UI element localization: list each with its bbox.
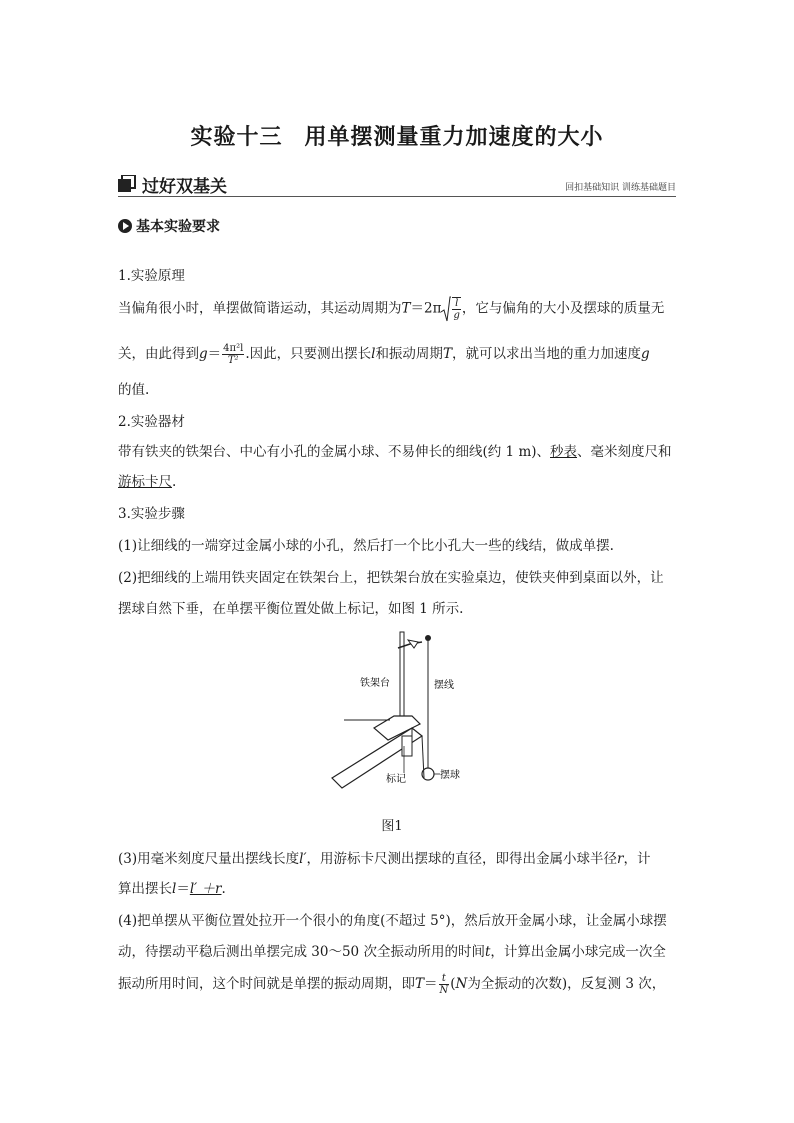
frac-den: T² bbox=[227, 355, 239, 366]
label-stand: 铁架台 bbox=[360, 678, 390, 689]
text: .因此，只要测出摆长 bbox=[245, 346, 372, 362]
var-T: T bbox=[442, 346, 452, 362]
section-subtitle: 回扣基础知识 训练基础题目 bbox=[565, 183, 676, 193]
text: ，它与偏角的大小及摆球的质量无 bbox=[461, 300, 665, 317]
var-l: l bbox=[172, 881, 177, 897]
text: . bbox=[172, 474, 177, 490]
figure-caption: 图1 bbox=[381, 819, 403, 834]
var-l-prime: l′ bbox=[299, 851, 307, 867]
step-4-line-3 bbox=[118, 972, 665, 996]
text: 动，待摆动平稳后测出单摆完成 30～50 次全振动所用的时间 bbox=[118, 944, 485, 960]
step-4-line-1: (4)把单摆从平衡位置处拉开一个很小的角度(不超过 5°)，然后放开金属小球，让金属小球摆 bbox=[118, 913, 667, 929]
section-square-icon bbox=[118, 175, 136, 193]
text: ，计 bbox=[623, 851, 651, 867]
fraction bbox=[439, 973, 450, 996]
frac-den: g bbox=[453, 310, 460, 321]
step-3-line-2 bbox=[118, 877, 226, 897]
frac-num: t bbox=[439, 973, 450, 985]
frac-num: 4π²l bbox=[223, 343, 244, 354]
equipment-line-2 bbox=[118, 470, 176, 490]
text: 关，由此得到 bbox=[118, 346, 199, 362]
underlined-answer: 游标卡尺 bbox=[118, 474, 172, 490]
principle-line-1 bbox=[118, 296, 664, 322]
var-T: T bbox=[415, 976, 425, 992]
label-ball: 摆球 bbox=[440, 770, 460, 781]
text: 、毫米刻度尺和 bbox=[577, 444, 672, 460]
principle-heading: 1.实验原理 bbox=[118, 268, 185, 284]
text: 带有铁夹的铁架台、中心有小孔的金属小球、不易伸长的细线(约 1 m)、 bbox=[118, 444, 551, 460]
step-4-line-2 bbox=[118, 940, 666, 960]
section-title: 过好双基关 bbox=[142, 177, 227, 197]
text: 算出摆长 bbox=[118, 881, 172, 897]
steps-heading: 3.实验步骤 bbox=[118, 506, 185, 522]
text: ＝ bbox=[176, 881, 190, 897]
text: ，用游标卡尺测出摆球的直径，即得出金属小球半径 bbox=[306, 851, 618, 867]
fraction bbox=[222, 343, 244, 366]
frac-den: N bbox=[439, 985, 449, 996]
text: . bbox=[221, 881, 226, 897]
equipment-line-1 bbox=[118, 440, 672, 460]
step-2-line-2: 摆球自然下垂，在单摆平衡位置处做上标记，如图 1 所示. bbox=[118, 601, 464, 617]
var-g: g bbox=[199, 346, 208, 362]
play-circle-icon bbox=[118, 219, 132, 233]
step-3-line-1 bbox=[118, 847, 650, 867]
text: 当偏角很小时，单摆做简谐运动，其运动周期为 bbox=[118, 300, 402, 317]
text: (3)用毫米刻度尺量出摆线长度 bbox=[118, 851, 300, 867]
var-t: t bbox=[484, 944, 491, 960]
sqrt-sign-icon bbox=[441, 296, 451, 322]
text: ＝ bbox=[424, 976, 438, 992]
label-mark: 标记 bbox=[386, 774, 406, 785]
var-N: N bbox=[455, 976, 468, 992]
underlined-answer: l′ ＋r bbox=[189, 881, 222, 897]
underlined-answer: 秒表 bbox=[550, 444, 578, 460]
page-title bbox=[0, 120, 794, 151]
subsection-title: 基本实验要求 bbox=[136, 219, 220, 235]
var-r: r bbox=[617, 851, 624, 867]
text: 振动所用时间，这个时间就是单摆的振动周期，即 bbox=[118, 976, 415, 992]
label-line: 摆线 bbox=[434, 680, 454, 691]
var-g: g bbox=[640, 346, 650, 362]
text: ＝ bbox=[207, 346, 222, 362]
text: ＝2π bbox=[410, 300, 442, 317]
equipment-heading: 2.实验器材 bbox=[118, 414, 185, 430]
text: ，就可以求出当地的重力加速度 bbox=[451, 346, 641, 362]
sqrt-expression bbox=[441, 296, 461, 322]
var-l: l bbox=[371, 346, 376, 362]
section-header bbox=[118, 172, 676, 197]
text: ，计算出金属小球完成一次全 bbox=[490, 944, 666, 960]
title-text: 用单摆测量重力加速度的大小 bbox=[304, 125, 604, 150]
var-T: T bbox=[401, 300, 411, 317]
principle-line-2 bbox=[118, 342, 650, 366]
title-number: 实验十三 bbox=[190, 125, 283, 150]
step-1: (1)让细线的一端穿过金属小球的小孔，然后打一个比小孔大一些的线结，做成单摆. bbox=[118, 538, 614, 554]
text: ( bbox=[450, 976, 456, 992]
pendulum-figure bbox=[330, 628, 480, 793]
subsection-heading bbox=[118, 216, 220, 236]
step-2-line-1: (2)把细线的上端用铁夹固定在铁架台上，把铁架台放在实验桌边，使铁夹伸到桌面以外，让 bbox=[118, 570, 664, 586]
mark-block bbox=[402, 736, 412, 756]
frac-num: l bbox=[452, 298, 460, 310]
principle-line-3: 的值. bbox=[118, 382, 150, 398]
text: 和振动周期 bbox=[375, 346, 443, 362]
text: 为全振动的次数)，反复测 3 次， bbox=[467, 976, 666, 992]
